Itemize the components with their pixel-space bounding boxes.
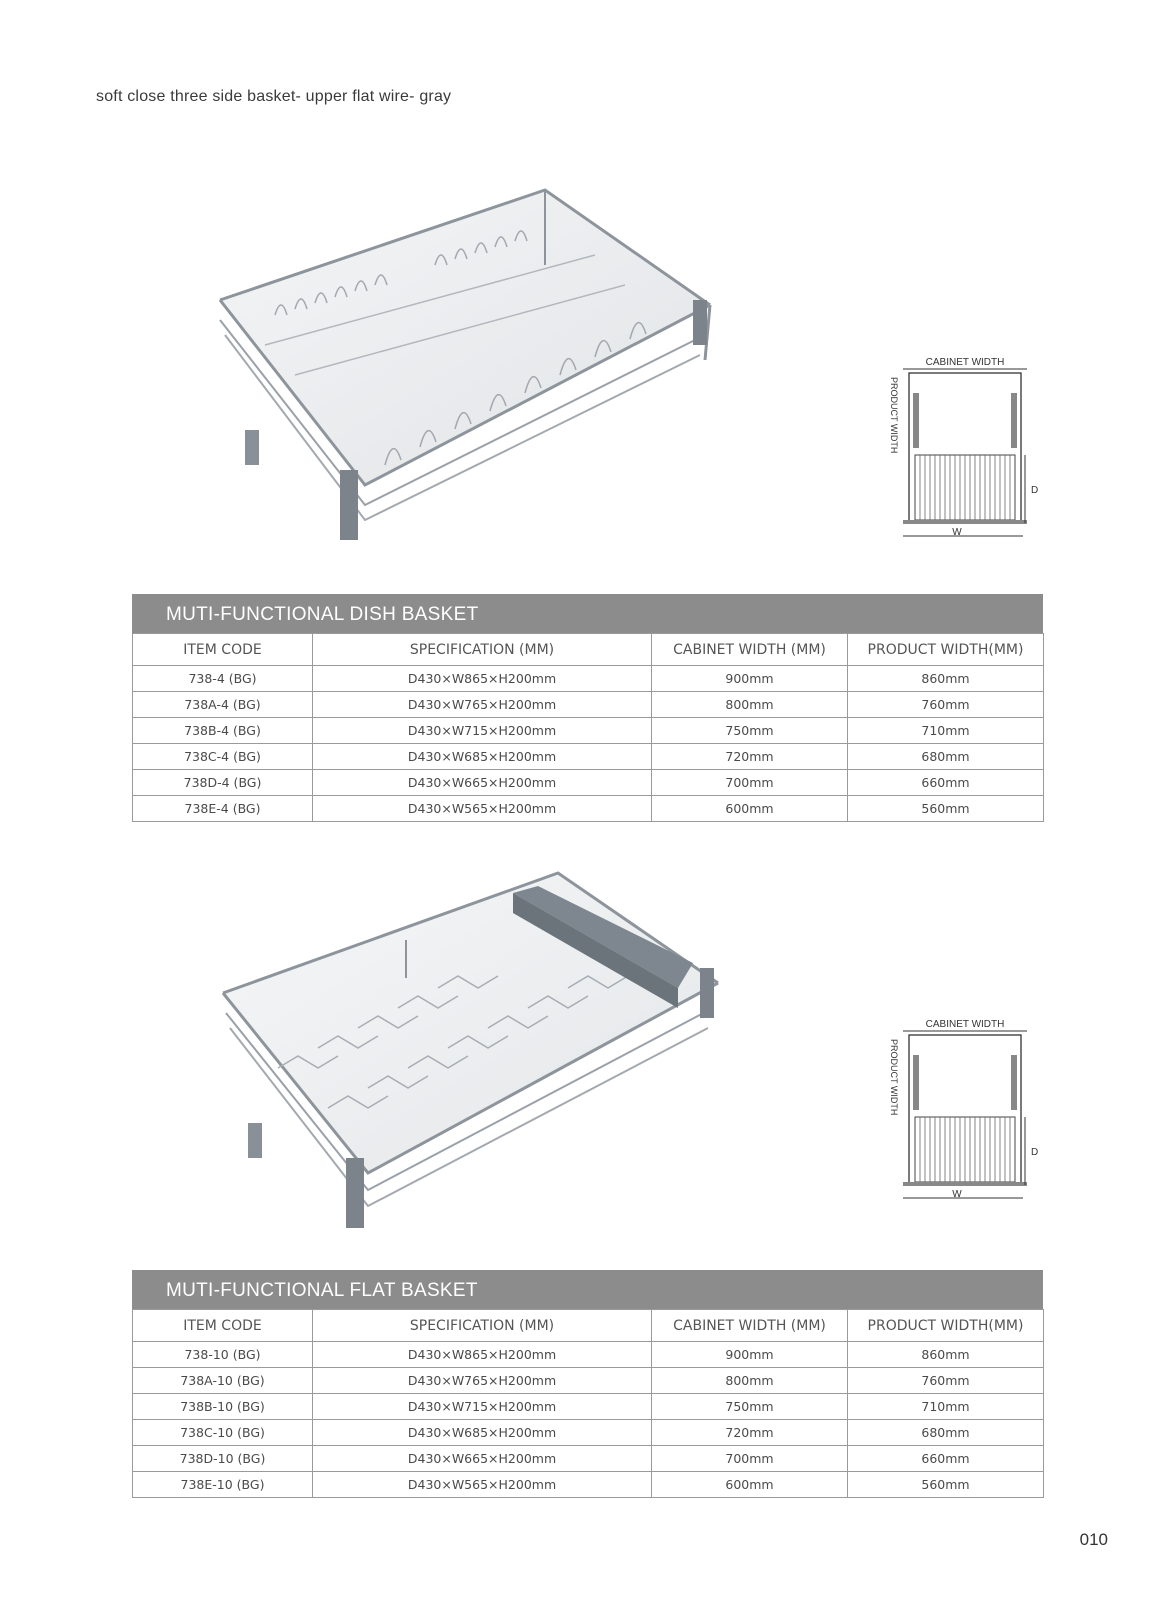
depth-label: D xyxy=(1031,485,1039,496)
specification: D430×W715×H200mm xyxy=(313,718,652,744)
table-row xyxy=(133,1446,1044,1472)
column-header: PRODUCT WIDTH(MM) xyxy=(848,634,1044,666)
table-row xyxy=(133,718,1044,744)
specification: D430×W665×H200mm xyxy=(313,770,652,796)
specification: D430×W865×H200mm xyxy=(313,1342,652,1368)
table-row xyxy=(133,744,1044,770)
product-width: 710mm xyxy=(848,718,1044,744)
column-header: ITEM CODE xyxy=(133,1310,313,1342)
item-code: 738D-4 (BG) xyxy=(133,770,313,796)
product-width: 760mm xyxy=(848,1368,1044,1394)
specification: D430×W565×H200mm xyxy=(313,1472,652,1498)
product-width: 680mm xyxy=(848,744,1044,770)
table-row xyxy=(133,1420,1044,1446)
cabinet-width: 700mm xyxy=(652,770,848,796)
table-row xyxy=(133,1368,1044,1394)
flat-basket-dimension-diagram xyxy=(889,1017,1055,1212)
table-row xyxy=(133,1394,1044,1420)
table-row xyxy=(133,1342,1044,1368)
flat-basket-spec-table xyxy=(132,1270,1043,1498)
item-code: 738B-10 (BG) xyxy=(133,1394,313,1420)
column-header: CABINET WIDTH (MM) xyxy=(652,1310,848,1342)
item-code: 738C-4 (BG) xyxy=(133,744,313,770)
flat-basket-photo xyxy=(208,868,733,1253)
table-header-row xyxy=(133,634,1044,666)
width-label: W xyxy=(952,1189,962,1200)
product-width-label: PRODUCT WIDTH xyxy=(889,377,899,454)
product-width: 660mm xyxy=(848,1446,1044,1472)
cabinet-width: 720mm xyxy=(652,744,848,770)
product-width: 660mm xyxy=(848,770,1044,796)
column-header: CABINET WIDTH (MM) xyxy=(652,634,848,666)
specification: D430×W685×H200mm xyxy=(313,1420,652,1446)
cabinet-width: 750mm xyxy=(652,1394,848,1420)
product-width: 680mm xyxy=(848,1420,1044,1446)
specification: D430×W685×H200mm xyxy=(313,744,652,770)
product-width: 710mm xyxy=(848,1394,1044,1420)
cabinet-width-label: CABINET WIDTH xyxy=(925,357,1005,368)
table-row xyxy=(133,770,1044,796)
cabinet-width: 800mm xyxy=(652,692,848,718)
cabinet-width-label: CABINET WIDTH xyxy=(925,1019,1005,1030)
table-row xyxy=(133,692,1044,718)
item-code: 738E-10 (BG) xyxy=(133,1472,313,1498)
specification: D430×W565×H200mm xyxy=(313,796,652,822)
specification: D430×W715×H200mm xyxy=(313,1394,652,1420)
item-code: 738-10 (BG) xyxy=(133,1342,313,1368)
item-code: 738D-10 (BG) xyxy=(133,1446,313,1472)
column-header: ITEM CODE xyxy=(133,634,313,666)
product-width-label: PRODUCT WIDTH xyxy=(889,1039,899,1116)
product-width: 560mm xyxy=(848,796,1044,822)
table-row xyxy=(133,666,1044,692)
page-number: 010 xyxy=(1079,1530,1108,1549)
dish-basket-photo xyxy=(205,185,730,570)
specification: D430×W865×H200mm xyxy=(313,666,652,692)
dish-basket-title: MUTI-FUNCTIONAL DISH BASKET xyxy=(132,594,1043,633)
specification: D430×W765×H200mm xyxy=(313,692,652,718)
cabinet-width: 720mm xyxy=(652,1420,848,1446)
dish-basket-spec-table xyxy=(132,594,1043,822)
item-code: 738A-10 (BG) xyxy=(133,1368,313,1394)
cabinet-width: 600mm xyxy=(652,1472,848,1498)
item-code: 738E-4 (BG) xyxy=(133,796,313,822)
page-heading: soft close three side basket- upper flat wire- gray xyxy=(96,88,452,105)
specification: D430×W765×H200mm xyxy=(313,1368,652,1394)
dish-basket-dimension-diagram xyxy=(889,355,1055,550)
specification: D430×W665×H200mm xyxy=(313,1446,652,1472)
item-code: 738-4 (BG) xyxy=(133,666,313,692)
cabinet-width: 800mm xyxy=(652,1368,848,1394)
product-width: 560mm xyxy=(848,1472,1044,1498)
table-row xyxy=(133,796,1044,822)
cabinet-width: 900mm xyxy=(652,666,848,692)
column-header: SPECIFICATION (MM) xyxy=(313,1310,652,1342)
column-header: SPECIFICATION (MM) xyxy=(313,634,652,666)
item-code: 738B-4 (BG) xyxy=(133,718,313,744)
width-label: W xyxy=(952,527,962,538)
item-code: 738C-10 (BG) xyxy=(133,1420,313,1446)
cabinet-width: 750mm xyxy=(652,718,848,744)
product-width: 760mm xyxy=(848,692,1044,718)
column-header: PRODUCT WIDTH(MM) xyxy=(848,1310,1044,1342)
cabinet-width: 900mm xyxy=(652,1342,848,1368)
table-header-row xyxy=(133,1310,1044,1342)
product-width: 860mm xyxy=(848,1342,1044,1368)
table-row xyxy=(133,1472,1044,1498)
flat-basket-title: MUTI-FUNCTIONAL FLAT BASKET xyxy=(132,1270,1043,1309)
cabinet-width: 600mm xyxy=(652,796,848,822)
item-code: 738A-4 (BG) xyxy=(133,692,313,718)
depth-label: D xyxy=(1031,1147,1039,1158)
product-width: 860mm xyxy=(848,666,1044,692)
cabinet-width: 700mm xyxy=(652,1446,848,1472)
